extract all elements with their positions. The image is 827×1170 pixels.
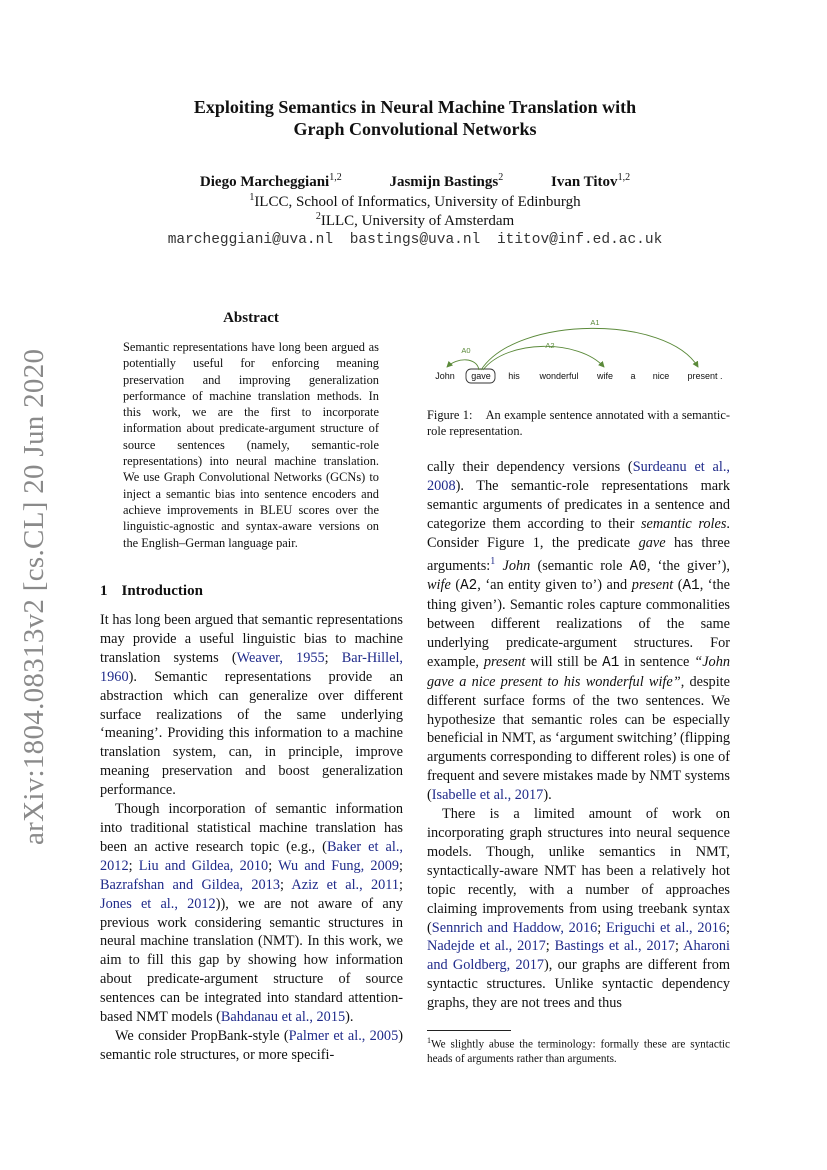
author-3 — [551, 174, 630, 190]
arc-label-a2: A2 — [545, 341, 555, 350]
text-run: ). The semantic-role representations mark semantic arguments of predicates in a sentence and categorize them according to their — [427, 477, 730, 532]
example-sentence: “John gave a nice present to his wonderful wife” — [427, 653, 730, 690]
paper-title — [100, 96, 730, 140]
title-line-2: Graph Convolutional Networks — [293, 119, 537, 139]
word-his: his — [508, 371, 520, 381]
citation-link[interactable]: Palmer et al., 2005 — [288, 1027, 399, 1044]
role-code: A1 — [602, 654, 620, 671]
role-code: A0 — [629, 558, 647, 575]
caption-text: An example sentence annotated with a semantic-role representation. — [427, 408, 730, 439]
intro-paragraph-3 — [100, 1027, 403, 1065]
text-run: ) semantic role structures, or more specifi- — [100, 1027, 403, 1063]
citation-link[interactable]: Liu and Gildea, 2010 — [138, 857, 269, 874]
word-wonderful: wonderful — [539, 371, 579, 381]
author-list — [100, 172, 730, 191]
italic-term: semantic roles — [640, 515, 727, 532]
text-run: ; — [128, 857, 139, 874]
italic-term: wife — [427, 577, 451, 594]
role-code: A1 — [682, 578, 700, 595]
text-run: ; — [279, 876, 292, 893]
affiliation-2 — [100, 211, 730, 230]
citation-link[interactable]: Bahdanau et al., 2015 — [220, 1009, 346, 1026]
arc-a1 — [481, 328, 698, 370]
citation-link[interactable]: Bar-Hillel, 1960 — [100, 649, 403, 685]
text-run: There is a limited amount of work on incorporating graph structures into neural sequence models. Though, unlike semantics in NMT, syntactically-aware NMT has been a relatively hot topic recently, with a number of approaches claiming improvements from using treebank syntax ( — [427, 806, 730, 936]
word-john: John — [435, 371, 455, 381]
text-run: Though incorporation of semantic information into traditional statistical machine translation has been an active research topic (e.g., ( — [100, 801, 403, 855]
text-run: ). Semantic representations provide an abstraction which can generalize over different surface realizations of the same underlying ‘meaning’. Providing this information to a machine translation system, can, in principle, improve meaning preservation and boost generalization performance. — [100, 668, 403, 799]
citation-link[interactable]: Nadejde et al., 2017 — [427, 938, 546, 955]
footnote-divider — [427, 1030, 511, 1031]
text-run: ). — [543, 787, 552, 804]
affiliation-text: ILCC, School of Informatics, University of Edinburgh — [254, 194, 581, 210]
figure-1-caption — [427, 407, 730, 440]
text-run: It has long been argued that semantic representations may provide a useful linguistic bias to machine translation systems ( — [100, 612, 403, 666]
italic-term: present — [483, 653, 526, 670]
author-1 — [200, 174, 342, 190]
text-run: . Consider Figure 1, the predicate — [427, 515, 730, 551]
intro-paragraph-1 — [100, 611, 403, 800]
intro-paragraph-2 — [100, 800, 403, 1027]
author-affiliation-mark: 2 — [498, 172, 504, 183]
word-nice: nice — [652, 371, 670, 381]
italic-term: John — [502, 557, 531, 574]
text-run: has three arguments: — [427, 534, 731, 574]
text-run: , despite different surface forms of the two sentences. We hypothesize that semantic roles can be especially beneficial in NMT, as ‘argument switching’ (flipping arguments corresponding to different roles) is one of frequent and severe mistakes made by NMT systems ( — [427, 673, 730, 804]
text-run: cally their dependency versions ( — [427, 459, 633, 475]
text-run: ; — [399, 857, 404, 874]
text-run: ; — [268, 857, 279, 874]
right-paragraph-2 — [427, 805, 730, 1013]
citation-link[interactable]: Wu and Fung, 2009 — [278, 857, 400, 874]
text-run: , ‘the thing given’). Semantic roles capture commonalities between different realizations of the same underlying predicate-argument structures. For example, — [427, 577, 730, 670]
text-run: ; — [597, 919, 607, 936]
author-name: Diego Marcheggiani — [199, 174, 330, 190]
abstract-heading: Abstract — [223, 310, 279, 326]
text-run: , ‘the giver’), — [646, 557, 731, 574]
right-paragraph-1 — [427, 458, 730, 805]
author-affiliation-mark: 1,2 — [329, 172, 342, 183]
citation-link[interactable]: Bastings et al., 2017 — [554, 938, 676, 955]
abstract-text: Semantic representations have long been argued as potentially useful for enforcing meaning preservation and improving generalization performance of machine translation methods. In this work, we are the first to incorporate information about predicate-argument structure of source sentences (namely, semantic-role representations) into neural machine translation. We use Graph Convolutional Networks (GCNs) to inject a semantic bias into sentence encoders and achieve improvements in BLEU scores over the linguistic-agnostic and syntax-aware versions on the English–German language pair. — [123, 340, 379, 550]
citation-link[interactable]: Weaver, 1955 — [236, 649, 325, 666]
text-run: ; — [675, 938, 684, 955]
affiliation-text: ILLC, University of Amsterdam — [320, 213, 515, 229]
text-run: ; — [545, 938, 555, 955]
caption-label: Figure 1: — [427, 408, 473, 422]
arc-label-a0: A0 — [461, 346, 471, 355]
footnote-mark: 1 — [427, 1036, 431, 1045]
role-code: A2 — [460, 578, 478, 595]
section-title: Introduction — [121, 583, 203, 599]
author-emails: marcheggiani@uva.nl bastings@uva.nl ititov@inf.ed.ac.uk — [167, 232, 663, 248]
footnote-1 — [427, 1034, 730, 1067]
citation-link[interactable]: Aharoni and Goldberg, 2017 — [427, 938, 731, 974]
text-run: )), we are not aware of any previous work considering semantic structures in neural machine translation (NMT). In this work, we aim to fill this gap by showing how information about predicate-argument structure of source sentences can be integrated into standard attention-based NMT models ( — [100, 895, 404, 1026]
word-wife: wife — [596, 371, 614, 381]
text-run: We consider PropBank-style ( — [115, 1027, 289, 1044]
citation-link[interactable]: Isabelle et al., 2017 — [431, 787, 544, 804]
section-heading-introduction — [100, 583, 203, 600]
word-gave: gave — [471, 371, 491, 381]
text-run: ( — [450, 577, 461, 594]
text-run: ; — [324, 649, 342, 666]
text-run: ). — [345, 1009, 354, 1026]
citation-link[interactable]: Aziz et al., 2011 — [291, 876, 400, 893]
citation-link[interactable]: Eriguchi et al., 2016 — [606, 919, 727, 936]
italic-term: gave — [638, 534, 666, 551]
author-affiliation-mark: 1,2 — [617, 172, 631, 183]
arc-a2 — [483, 346, 604, 370]
word-present: present . — [687, 371, 723, 381]
text-run: ( — [673, 577, 683, 594]
arxiv-identifier: arXiv:1804.08313v2 [cs.CL] 20 Jun 2020 — [18, 348, 50, 845]
arc-a0 — [447, 360, 479, 370]
citation-link[interactable]: Jones et al., 2012 — [100, 895, 216, 912]
author-name: Jasmijn Bastings — [389, 174, 499, 190]
author-2 — [389, 174, 503, 190]
text-run: ; — [399, 876, 403, 893]
footnote-mark-link[interactable]: 1 — [490, 555, 496, 567]
text-run: ), our graphs are different from syntactic structures. Unlike syntactic dependency graphs, they are not trees and thus — [427, 957, 730, 1012]
right-column-body — [427, 458, 730, 1013]
section-number: 1 — [100, 583, 108, 599]
affiliation-1 — [100, 192, 730, 211]
affiliation-mark: 2 — [315, 211, 321, 222]
left-column-body — [100, 611, 403, 1065]
title-line-1: Exploiting Semantics in Neural Machine Translation with — [193, 97, 637, 117]
text-run: ; — [726, 919, 730, 936]
arc-label-a1: A1 — [590, 318, 600, 327]
citation-link[interactable]: Surdeanu et al., 2008 — [427, 459, 730, 494]
word-a: a — [630, 371, 636, 381]
italic-term: present — [631, 577, 674, 594]
text-run: in sentence — [619, 653, 695, 670]
text-run: (semantic role — [530, 557, 630, 574]
citation-link[interactable]: Baker et al., 2012 — [100, 838, 404, 874]
text-run: , ‘an entity given to’) and — [477, 577, 632, 594]
affiliation-mark: 1 — [249, 192, 255, 203]
author-name: Ivan Titov — [551, 174, 618, 190]
citation-link[interactable]: Bazrafshan and Gildea, 2013 — [100, 876, 280, 893]
text-run: will still be — [525, 653, 603, 670]
footnote-text: We slightly abuse the terminology: formally these are syntactic heads of arguments rather than arguments. — [427, 1038, 730, 1066]
citation-link[interactable]: Sennrich and Haddow, 2016 — [431, 919, 598, 936]
figure-1-srl-diagram — [427, 315, 732, 395]
